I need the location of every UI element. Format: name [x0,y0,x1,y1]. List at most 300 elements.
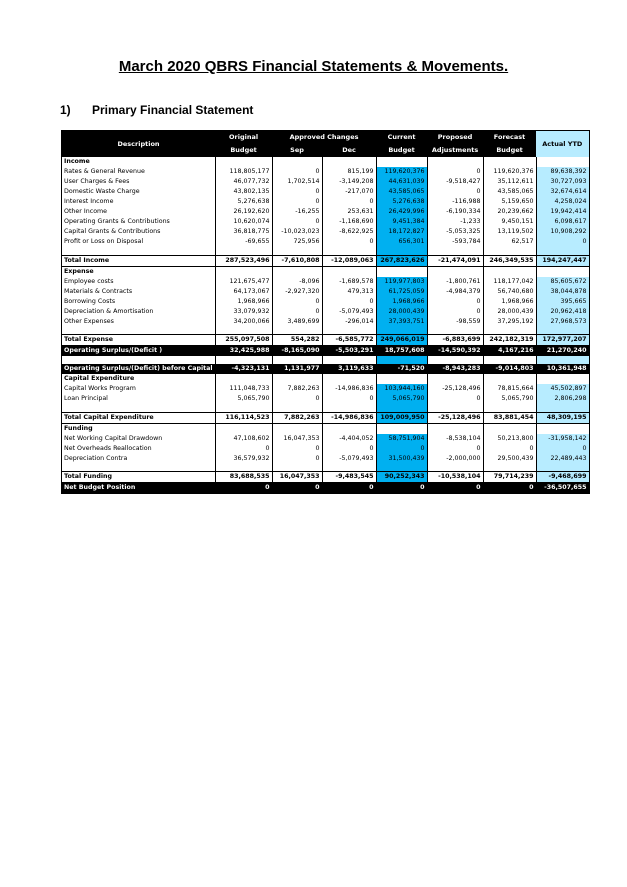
cell-sep: 0 [272,483,322,494]
cell-current-budget [376,356,427,364]
cell-forecast-budget: 5,065,790 [483,394,536,404]
row-label: Operating Grants & Contributions [64,218,170,225]
cell-proposed-adjustments: -5,053,325 [427,227,483,237]
cell-dec [322,327,376,335]
cell-forecast-budget: 119,620,376 [483,167,536,177]
cell-dec [322,157,376,167]
cell-proposed-adjustments: -25,128,496 [427,384,483,394]
cell-forecast-budget [483,374,536,384]
cell-actual-ytd: 89,638,392 [536,167,589,177]
cell-forecast-budget: 4,167,216 [483,346,536,357]
cell-sep [272,327,322,335]
operating-surplus-row [62,346,590,357]
row-label [62,327,216,335]
cell-proposed-adjustments: -116,988 [427,197,483,207]
cell-actual-ytd: 38,044,878 [536,287,589,297]
cell-actual-ytd: 395,665 [536,297,589,307]
row-label: Depreciation Contra [64,454,128,462]
cell-original-budget: 26,192,620 [215,207,272,217]
cell-proposed-adjustments: -593,784 [427,237,483,247]
cell-current-budget: 28,000,439 [376,307,427,317]
table-row [62,277,590,287]
cell-original-budget: 64,173,067 [215,287,272,297]
cell-proposed-adjustments: -6,883,699 [427,335,483,346]
cell-dec: -6,585,772 [322,335,376,346]
cell-proposed-adjustments: 0 [427,167,483,177]
cell-current-budget [376,157,427,167]
header-current-budget-2: Budget [376,144,427,157]
cell-sep: -7,610,808 [272,255,322,266]
cell-dec: -5,079,493 [322,307,376,317]
cell-actual-ytd: 172,977,207 [536,335,589,346]
cell-dec: 3,119,633 [322,364,376,374]
cell-original-budget [215,374,272,384]
total-row [62,472,590,483]
spacer-row [62,404,590,412]
cell-forecast-budget: 43,585,065 [483,187,536,197]
cell-dec: 0 [322,444,376,454]
cell-forecast-budget: 13,119,502 [483,227,536,237]
cell-actual-ytd [536,404,589,412]
table-row [62,237,590,247]
table-row [62,227,590,237]
table-row [62,167,590,177]
cell-proposed-adjustments [427,327,483,335]
cell-forecast-budget: 35,112,611 [483,177,536,187]
cell-sep: 0 [272,167,322,177]
document-title: March 2020 QBRS Financial Statements & Movements. [118,58,509,75]
cell-original-budget [215,266,272,277]
row-label: Income [64,158,90,165]
cell-sep [272,157,322,167]
spacer-row [62,247,590,255]
cell-original-budget: 5,065,790 [215,394,272,404]
cell-dec: -8,622,925 [322,227,376,237]
section-number: 1) [60,103,71,117]
cell-forecast-budget [483,423,536,434]
cell-actual-ytd [536,423,589,434]
cell-proposed-adjustments: -8,538,104 [427,434,483,444]
cell-forecast-budget [483,464,536,472]
section-heading-row [62,157,590,167]
cell-current-budget: 249,066,019 [376,335,427,346]
header-original-budget: Original [215,131,272,145]
cell-actual-ytd: 4,258,024 [536,197,589,207]
cell-sep: 0 [272,217,322,227]
cell-sep: 1,702,514 [272,177,322,187]
cell-original-budget [215,327,272,335]
cell-proposed-adjustments: -8,943,283 [427,364,483,374]
cell-forecast-budget: 83,881,454 [483,412,536,423]
table-row [62,187,590,197]
row-label: Domestic Waste Charge [64,188,140,195]
cell-sep: 0 [272,187,322,197]
cell-proposed-adjustments: -9,518,427 [427,177,483,187]
cell-actual-ytd: 48,309,195 [536,412,589,423]
section-heading-row [62,374,590,384]
row-label: Total Capital Expenditure [62,412,216,423]
cell-proposed-adjustments: -10,538,104 [427,472,483,483]
cell-sep: 0 [272,307,322,317]
cell-proposed-adjustments [427,404,483,412]
cell-dec [322,247,376,255]
cell-current-budget [376,266,427,277]
cell-dec: -9,483,545 [322,472,376,483]
table-row [62,217,590,227]
cell-dec: -3,149,208 [322,177,376,187]
cell-actual-ytd [536,247,589,255]
table-row [62,307,590,317]
cell-sep [272,374,322,384]
cell-forecast-budget [483,404,536,412]
row-label: Total Income [62,255,216,266]
cell-original-budget: 121,675,477 [215,277,272,287]
cell-dec [322,266,376,277]
net-budget-position-row [62,483,590,494]
cell-sep [272,247,322,255]
cell-current-budget [376,247,427,255]
row-label: Capital Expenditure [64,375,135,382]
cell-forecast-budget: 118,177,042 [483,277,536,287]
cell-proposed-adjustments [427,266,483,277]
header-forecast-budget-2: Budget [483,144,536,157]
row-label [62,356,216,364]
cell-proposed-adjustments [427,374,483,384]
cell-dec: 815,199 [322,167,376,177]
cell-sep: -8,165,090 [272,346,322,357]
cell-current-budget: 18,757,608 [376,346,427,357]
spacer-row [62,327,590,335]
cell-dec: -296,014 [322,317,376,327]
cell-sep: 7,882,263 [272,412,322,423]
cell-current-budget [376,423,427,434]
cell-proposed-adjustments: -2,000,000 [427,454,483,464]
cell-sep: 725,956 [272,237,322,247]
cell-original-budget [215,157,272,167]
cell-dec [322,356,376,364]
cell-dec [322,464,376,472]
cell-sep: 0 [272,394,322,404]
cell-dec: -12,089,063 [322,255,376,266]
row-label: Employee costs [64,277,114,285]
cell-original-budget: 255,097,508 [215,335,272,346]
cell-forecast-budget [483,327,536,335]
row-label: Loan Principal [64,395,108,402]
row-label [62,404,216,412]
row-label: Net Budget Position [62,483,216,494]
cell-original-budget [215,356,272,364]
row-label [62,464,216,472]
cell-current-budget: 37,393,751 [376,317,427,327]
table-row [62,287,590,297]
cell-sep: 0 [272,444,322,454]
cell-current-budget: 0 [376,483,427,494]
table-row [62,207,590,217]
cell-original-budget: 34,200,066 [215,317,272,327]
cell-sep: 3,489,699 [272,317,322,327]
table-row [62,317,590,327]
cell-actual-ytd: 6,098,617 [536,217,589,227]
cell-current-budget: 90,252,343 [376,472,427,483]
cell-current-budget [376,464,427,472]
cell-proposed-adjustments: 0 [427,394,483,404]
spacer-row [62,464,590,472]
cell-current-budget: 0 [376,444,427,454]
cell-original-budget: 10,620,074 [215,217,272,227]
header-actual-ytd: Actual YTD [536,131,589,158]
row-label: Borrowing Costs [64,297,116,305]
primary-financial-statement-table [61,130,590,494]
row-label: Other Expenses [64,317,114,325]
cell-actual-ytd: 10,361,948 [536,364,589,374]
table-row [62,444,590,454]
cell-actual-ytd: -31,958,142 [536,434,589,444]
cell-sep: 16,047,353 [272,472,322,483]
cell-actual-ytd: 10,908,292 [536,227,589,237]
cell-sep: 554,282 [272,335,322,346]
row-label: Capital Works Program [64,385,136,392]
cell-original-budget: -69,655 [215,237,272,247]
total-row [62,412,590,423]
table-body [62,157,590,494]
cell-sep: 0 [272,454,322,464]
cell-actual-ytd: 20,962,418 [536,307,589,317]
cell-original-budget: 46,077,732 [215,177,272,187]
cell-sep: 7,882,263 [272,384,322,394]
cell-dec [322,374,376,384]
cell-actual-ytd: 2,806,298 [536,394,589,404]
cell-proposed-adjustments: -4,984,379 [427,287,483,297]
cell-current-budget: 26,429,996 [376,207,427,217]
cell-actual-ytd: 27,968,573 [536,317,589,327]
cell-forecast-budget: 1,968,966 [483,297,536,307]
row-label: Other Income [64,208,108,215]
cell-dec: 0 [322,197,376,207]
cell-current-budget [376,327,427,335]
cell-original-budget: 1,968,966 [215,297,272,307]
cell-forecast-budget [483,247,536,255]
cell-forecast-budget: 246,349,535 [483,255,536,266]
cell-original-budget: 83,688,535 [215,472,272,483]
cell-original-budget: -4,323,131 [215,364,272,374]
row-label: Net Working Capital Drawdown [64,434,163,442]
cell-dec: 0 [322,297,376,307]
header-original-budget-2: Budget [215,144,272,157]
cell-dec: -1,168,690 [322,217,376,227]
row-label: Profit or Loss on Disposal [64,238,144,245]
cell-sep: 0 [272,197,322,207]
cell-original-budget: 36,818,775 [215,227,272,237]
row-label: Depreciation & Amortisation [64,307,154,315]
row-label: Capital Grants & Contributions [64,228,161,235]
cell-actual-ytd [536,464,589,472]
header-current-budget: Current [376,131,427,145]
cell-proposed-adjustments: -1,233 [427,217,483,227]
header-dec: Dec [322,144,376,157]
cell-dec: -217,070 [322,187,376,197]
cell-current-budget: 109,009,950 [376,412,427,423]
cell-original-budget: 116,114,523 [215,412,272,423]
cell-forecast-budget: 20,239,662 [483,207,536,217]
spacer-row [62,356,590,364]
cell-actual-ytd: 85,605,672 [536,277,589,287]
cell-proposed-adjustments: -25,128,496 [427,412,483,423]
cell-current-budget: 119,620,376 [376,167,427,177]
cell-dec [322,404,376,412]
cell-actual-ytd: -36,507,655 [536,483,589,494]
cell-dec: -5,079,493 [322,454,376,464]
section-title: Primary Financial Statement [92,103,254,117]
cell-actual-ytd: 0 [536,444,589,454]
cell-current-budget: 119,977,803 [376,277,427,287]
total-row [62,335,590,346]
cell-actual-ytd: 194,247,447 [536,255,589,266]
header-sep: Sep [272,144,322,157]
cell-actual-ytd [536,266,589,277]
cell-proposed-adjustments: -98,559 [427,317,483,327]
cell-dec: -14,986,836 [322,384,376,394]
cell-proposed-adjustments [427,464,483,472]
cell-sep [272,356,322,364]
cell-forecast-budget: 78,815,664 [483,384,536,394]
cell-proposed-adjustments [427,356,483,364]
cell-original-budget [215,404,272,412]
cell-sep: -10,023,023 [272,227,322,237]
row-label: User Charges & Fees [64,178,130,185]
cell-current-budget: 103,944,160 [376,384,427,394]
cell-forecast-budget: 0 [483,483,536,494]
cell-actual-ytd: 21,270,240 [536,346,589,357]
cell-dec: -14,986,836 [322,412,376,423]
row-label: Operating Surplus/(Deficit ) [62,346,216,357]
table-row [62,177,590,187]
cell-dec: -5,503,291 [322,346,376,357]
cell-current-budget: 9,451,384 [376,217,427,227]
cell-original-budget: 33,079,932 [215,307,272,317]
cell-forecast-budget: 9,450,151 [483,217,536,227]
cell-proposed-adjustments: 0 [427,297,483,307]
cell-actual-ytd: 45,502,897 [536,384,589,394]
header-forecast-budget: Forecast [483,131,536,145]
cell-original-budget: 0 [215,444,272,454]
cell-forecast-budget [483,266,536,277]
row-label [62,247,216,255]
row-label: Total Funding [62,472,216,483]
cell-original-budget: 43,802,135 [215,187,272,197]
cell-current-budget: 267,823,626 [376,255,427,266]
cell-forecast-budget: 50,213,800 [483,434,536,444]
cell-dec: 253,631 [322,207,376,217]
cell-dec [322,423,376,434]
row-label: Net Overheads Reallocation [64,444,152,452]
row-label: Interest Income [64,198,114,205]
cell-original-budget: 32,425,988 [215,346,272,357]
cell-original-budget: 36,579,932 [215,454,272,464]
cell-dec: -1,689,578 [322,277,376,287]
cell-forecast-budget [483,157,536,167]
cell-proposed-adjustments: 0 [427,307,483,317]
cell-dec: 0 [322,237,376,247]
cell-original-budget: 5,276,638 [215,197,272,207]
cell-current-budget: 58,751,904 [376,434,427,444]
cell-current-budget: 44,631,039 [376,177,427,187]
cell-forecast-budget: 28,000,439 [483,307,536,317]
cell-forecast-budget: 79,714,239 [483,472,536,483]
table-row [62,297,590,307]
cell-original-budget: 0 [215,483,272,494]
cell-current-budget: -71,520 [376,364,427,374]
cell-actual-ytd: 22,489,443 [536,454,589,464]
cell-forecast-budget: 62,517 [483,237,536,247]
cell-original-budget [215,464,272,472]
cell-proposed-adjustments: 0 [427,444,483,454]
cell-original-budget: 118,805,177 [215,167,272,177]
section-heading-row [62,423,590,434]
cell-proposed-adjustments: -1,800,761 [427,277,483,287]
cell-dec: 0 [322,394,376,404]
cell-current-budget [376,374,427,384]
cell-current-budget: 61,725,059 [376,287,427,297]
cell-current-budget [376,404,427,412]
cell-current-budget: 31,500,439 [376,454,427,464]
table-row [62,197,590,207]
surplus-before-capital-row [62,364,590,374]
cell-sep [272,423,322,434]
section-heading-row [62,266,590,277]
row-label: Materials & Contracts [64,287,133,295]
cell-current-budget: 18,172,827 [376,227,427,237]
cell-forecast-budget: 0 [483,444,536,454]
cell-forecast-budget: 37,295,192 [483,317,536,327]
cell-proposed-adjustments: -14,590,392 [427,346,483,357]
row-label: Funding [64,424,93,432]
cell-current-budget: 656,301 [376,237,427,247]
cell-actual-ytd: -9,468,699 [536,472,589,483]
cell-actual-ytd: 32,674,614 [536,187,589,197]
cell-sep: -2,927,320 [272,287,322,297]
cell-forecast-budget: 242,182,319 [483,335,536,346]
cell-sep: 1,131,977 [272,364,322,374]
cell-forecast-budget: 5,159,650 [483,197,536,207]
cell-original-budget: 111,048,733 [215,384,272,394]
cell-current-budget: 1,968,966 [376,297,427,307]
cell-proposed-adjustments [427,247,483,255]
cell-forecast-budget: 56,740,680 [483,287,536,297]
header-approved-changes: Approved Changes [272,131,376,145]
cell-original-budget: 47,108,602 [215,434,272,444]
table-row [62,434,590,444]
cell-sep [272,404,322,412]
table-row [62,454,590,464]
cell-actual-ytd [536,356,589,364]
cell-original-budget [215,247,272,255]
cell-dec: -4,404,052 [322,434,376,444]
cell-current-budget: 5,065,790 [376,394,427,404]
cell-actual-ytd: 19,942,414 [536,207,589,217]
cell-actual-ytd: 0 [536,237,589,247]
cell-sep: 16,047,353 [272,434,322,444]
cell-actual-ytd [536,374,589,384]
cell-proposed-adjustments: 0 [427,483,483,494]
cell-current-budget: 5,276,638 [376,197,427,207]
cell-dec: 479,313 [322,287,376,297]
table-row [62,394,590,404]
total-row [62,255,590,266]
cell-sep: 0 [272,297,322,307]
row-label: Expense [64,267,94,275]
cell-sep: -16,255 [272,207,322,217]
cell-current-budget: 43,585,065 [376,187,427,197]
